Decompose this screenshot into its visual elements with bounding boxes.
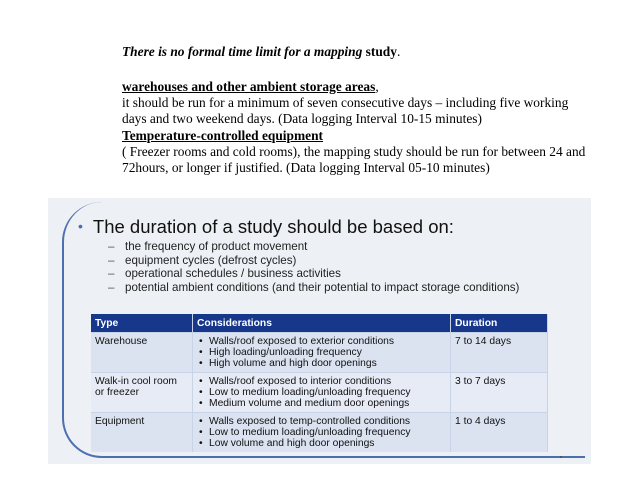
table-row xyxy=(91,373,548,413)
bullet-icon: • xyxy=(199,336,203,347)
intro-sentence xyxy=(122,44,592,60)
duration-cell: 7 to 14 days xyxy=(451,333,548,373)
intro-study-word: study xyxy=(365,44,397,59)
temperature-text: ( Freezer rooms and cold rooms), the mapping study should be run for between 24 and 72hours, or longer if justified. (Data logging Interval 05-10 minutes) xyxy=(122,143,586,176)
dash-icon: – xyxy=(108,280,115,294)
list-item: – the frequency of product movement xyxy=(108,240,308,253)
warehouse-heading: warehouses and other ambient storage areas xyxy=(122,79,376,94)
header-duration: Duration xyxy=(451,314,548,333)
list-item: – potential ambient conditions (and their potential to impact storage conditions) xyxy=(108,280,520,294)
intro-italic: There is no formal time limit for a mapping xyxy=(122,44,363,59)
bullet-icon: • xyxy=(199,398,203,409)
warehouse-text: it should be run for a minimum of seven consecutive days – including five working days and two weekend days. (Data logging Interval 10-15 minutes) xyxy=(122,95,569,127)
list-item: – equipment cycles (defrost cycles) xyxy=(108,253,297,267)
table-row xyxy=(91,413,548,453)
warehouse-heading-comma: , xyxy=(375,79,379,94)
duration-cell: 1 to 4 days xyxy=(451,413,548,453)
type-cell: Walk-in cool room or freezer xyxy=(91,373,193,413)
considerations-cell: • Walls/roof exposed to exterior conditions • High loading/unloading frequency • High volume and high door openings xyxy=(193,333,451,373)
slide-bullet-list xyxy=(108,240,578,294)
bullet-icon: • xyxy=(199,347,203,358)
slide-bullet-icon: • xyxy=(78,218,83,234)
header-considerations: Considerations xyxy=(193,314,451,333)
bullet-icon: • xyxy=(199,416,203,427)
type-cell: Equipment xyxy=(91,413,193,453)
duration-guidance-text xyxy=(122,79,592,197)
bullet-icon: • xyxy=(199,358,203,369)
intro-period: . xyxy=(396,44,401,59)
list-item: – operational schedules / business activities xyxy=(108,267,341,281)
considerations-cell: • Walls/roof exposed to interior conditions • Low to medium loading/unloading frequency • Medium volume and medium door openings xyxy=(193,373,451,413)
considerations-cell: • Walls exposed to temp-controlled conditions • Low to medium loading/unloading frequency • Low volume and high door openings xyxy=(193,413,451,453)
temperature-heading: Temperature-controlled equipment xyxy=(122,127,323,143)
duration-table xyxy=(91,314,548,452)
dash-icon: – xyxy=(108,267,115,281)
bullet-icon: • xyxy=(199,387,203,398)
type-cell: Warehouse xyxy=(91,333,193,373)
slide-title-text: The duration of a study should be based on: xyxy=(92,216,454,237)
slide-corner-mark xyxy=(560,456,562,458)
table-header-row xyxy=(91,314,548,333)
bullet-icon: • xyxy=(199,427,203,438)
slide-image xyxy=(48,198,591,464)
bullet-icon: • xyxy=(199,376,203,387)
slide-title xyxy=(78,216,454,238)
table-row xyxy=(91,333,548,373)
dash-icon: – xyxy=(108,240,115,253)
dash-icon: – xyxy=(108,253,115,267)
header-type: Type xyxy=(91,314,193,333)
bullet-icon: • xyxy=(199,438,203,449)
duration-cell: 3 to 7 days xyxy=(451,373,548,413)
